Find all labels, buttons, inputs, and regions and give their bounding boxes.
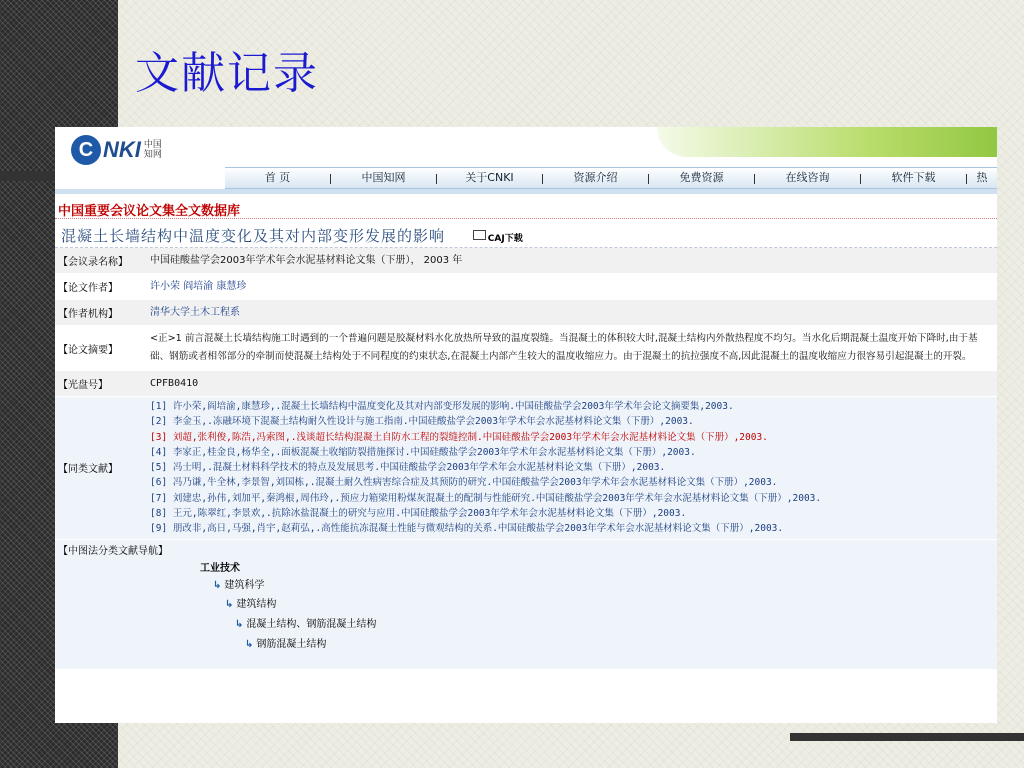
table-row	[55, 300, 997, 326]
caj-download-label: CAJ下载	[487, 234, 523, 244]
class-tree	[55, 559, 997, 669]
tree-node-label: 混凝土结构、钢筋混凝土结构	[246, 618, 377, 630]
cnki-logo[interactable]	[71, 135, 164, 165]
similar-item[interactable]: [3] 刘超,张利俊,陈浩,冯索图,.浅谈超长结构混凝土自防水工程的裂缝控制.中国硅酸盐学会2003年学术年会水泥基材料论文集（下册）,2003.	[150, 431, 768, 443]
similar-label: 【同类文献】	[55, 397, 147, 540]
table-row	[55, 248, 997, 274]
nav-resources[interactable]: 资源介绍	[573, 171, 618, 184]
abstract-label: 【论文摘要】	[55, 326, 147, 371]
table-row	[55, 326, 997, 371]
paper-title-row	[55, 219, 997, 248]
abstract-value: <正>1 前言混凝土长墙结构施工时遇到的一个普遍问题是胶凝材料水化放热所导致的温度裂缝。当混凝土的体积较大时,混凝土结构内外散热程度不均匀。当水化后期混凝土温度开始下降时,由于基础、钢筋或者相邻部分的牵制而使混凝土结构处于不同程度的约束状态,在混凝土内部产生较大的温度收缩应力。由于混凝土的抗拉强度不高,因此混凝土的温度收缩应力很容易引起混凝土的开裂。	[147, 326, 997, 371]
conf-label: 【会议录名称】	[55, 248, 147, 274]
cnki-logo-text: NKI	[103, 137, 141, 162]
record-table	[55, 248, 997, 540]
nav-cnki-home[interactable]: 中国知网	[361, 171, 406, 184]
tree-node[interactable]	[245, 635, 326, 650]
nav-about[interactable]: 关于CNKI	[465, 171, 514, 184]
similar-item[interactable]: [7] 刘建忠,孙伟,刘加平,秦鸿根,周伟玲,.预应力箱梁用粉煤灰混凝土的配制与性能研究.中国硅酸盐学会2003年学术年会水泥基材料论文集（下册）,2003.	[150, 492, 822, 504]
inst-label: 【作者机构】	[55, 300, 147, 326]
similar-item[interactable]: [2] 李金玉,.冻融环境下混凝土结构耐久性设计与施工指南.中国硅酸盐学会2003年学术年会水泥基材料论文集（下册）,2003.	[150, 416, 694, 428]
similar-item[interactable]: [9] 朋改非,高日,马强,肖宇,赵莉弘,.高性能抗冻混凝土性能与微观结构的关系.中国硅酸盐学会2003年学术年会水泥基材料论文集（下册）,2003.	[150, 523, 784, 535]
nav-home[interactable]: 首 页	[264, 171, 291, 184]
curved-arrow-icon: ↳	[225, 598, 234, 610]
curved-arrow-icon: ↳	[213, 579, 222, 591]
table-row	[55, 397, 997, 540]
cnki-page-screenshot	[55, 127, 997, 723]
similar-item[interactable]: [4] 李家正,桂金良,杨华全,.面板混凝土收缩防裂措施探讨.中国硅酸盐学会2003年学术年会水泥基材料论文集（下册）,2003.	[150, 446, 696, 458]
authors-value	[147, 274, 997, 300]
cnki-header	[55, 127, 997, 189]
author-link[interactable]: 许小荣	[150, 281, 180, 292]
tree-root-label: 工业技术	[200, 562, 240, 574]
tree-node-label: 建筑科学	[224, 579, 265, 591]
curved-arrow-icon: ↳	[245, 638, 254, 650]
disc-label: 【光盘号】	[55, 371, 147, 397]
tree-node-label: 钢筋混凝土结构	[256, 638, 327, 650]
tree-node[interactable]	[235, 615, 376, 630]
main-nav	[225, 167, 997, 189]
conf-value: 中国硅酸盐学会2003年学术年会水泥基材料论文集（下册）， 2003 年	[147, 248, 997, 274]
nav-free[interactable]: 免费资源	[679, 171, 724, 184]
paper-title: 混凝土长墙结构中温度变化及其对内部变形发展的影响	[61, 227, 446, 245]
tree-node[interactable]	[225, 595, 276, 610]
similar-list	[147, 397, 997, 540]
similar-item[interactable]: [5] 冯士明,.混凝土材料科学技术的特点及发展思考.中国硅酸盐学会2003年学术年会水泥基材料论文集（下册）,2003.	[150, 462, 666, 474]
caj-download-icon	[473, 230, 486, 240]
tree-root[interactable]	[200, 559, 240, 574]
classnav-label: 【中图法分类文献导航】	[55, 540, 997, 559]
inst-cell	[147, 300, 997, 326]
tree-node[interactable]	[213, 576, 264, 591]
similar-item[interactable]: [6] 冯乃谦,牛全林,李景智,刘国栋,.混凝土耐久性病害综合症及其预防的研究.中国硅酸盐学会2003年学术年会水泥基材料论文集（下册）,2003.	[150, 477, 778, 489]
table-row	[55, 371, 997, 397]
curved-arrow-icon: ↳	[235, 618, 244, 630]
similar-item[interactable]: [1] 许小荣,阎培渝,康慧珍,.混凝土长墙结构中温度变化及其对内部变形发展的影响.中国硅酸盐学会2003年学术年会论文摘要集,2003.	[150, 401, 734, 412]
author-link[interactable]: 阎培渝	[183, 281, 214, 292]
similar-item[interactable]: [8] 王元,陈翠红,李景欢,.抗除冰盐混凝土的研究与应用.中国硅酸盐学会2003年学术年会水泥基材料论文集（下册）,2003.	[150, 508, 687, 520]
deco-line-right	[790, 733, 1024, 741]
nav-download[interactable]: 软件下载	[891, 171, 936, 184]
header-swoosh	[657, 127, 997, 157]
authors-label: 【论文作者】	[55, 274, 147, 300]
cnki-logo-icon: C	[71, 135, 101, 165]
caj-download-button[interactable]	[473, 230, 523, 244]
tree-node-label: 建筑结构	[236, 598, 277, 610]
similar-container	[150, 399, 994, 537]
slide-title: 文献记录	[135, 48, 319, 99]
disc-value: CPFB0410	[147, 371, 997, 397]
nav-consult[interactable]: 在线咨询	[785, 171, 830, 184]
table-row	[55, 274, 997, 300]
nav-more[interactable]: 热	[976, 171, 988, 184]
cnki-logo-cn: 中国知网	[143, 140, 162, 160]
inst-link[interactable]: 清华大学土木工程系	[150, 307, 240, 318]
database-name: 中国重要会议论文集全文数据库	[55, 194, 997, 219]
author-link[interactable]: 康慧珍	[216, 281, 247, 292]
